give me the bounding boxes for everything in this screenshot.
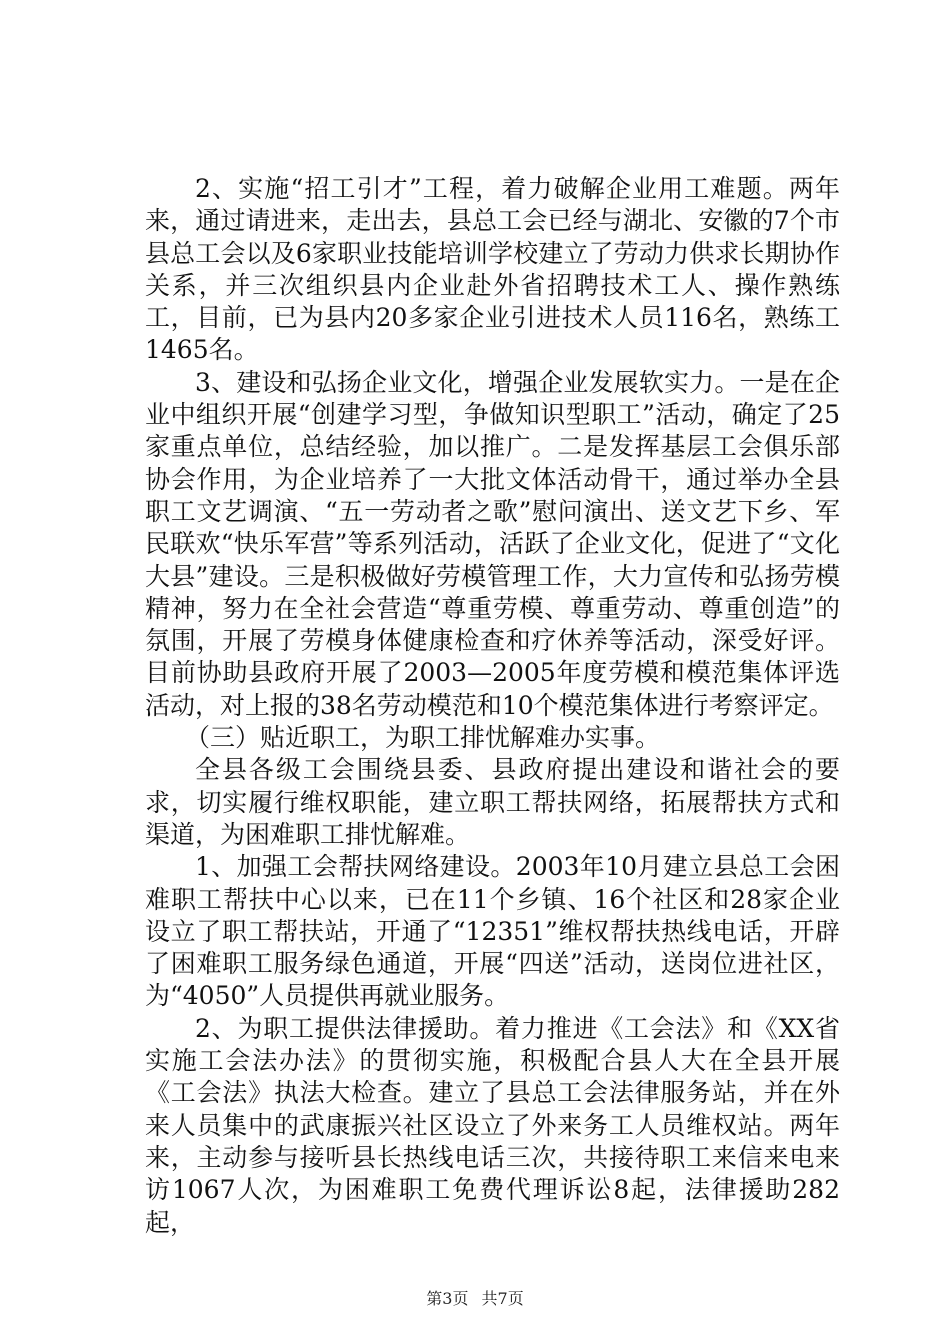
paragraph-legal-aid: 2、为职工提供法律援助。着力推进《工会法》和《XX省实施工会法办法》的贯彻实施，积极配合县人大在全县开展《工会法》执法大检查。建立了县总工会法律服务站，并在外来人员集中的武康振兴社区设立了外来务工人员维权站。两年来，主动参与接听县长热线电话三次，共接待职工来信来电来访1067人次，为困难职工免费代理诉讼8起，法律援助282起，: [145, 1013, 840, 1237]
paragraph-section-intro: 全县各级工会围绕县委、县政府提出建设和谐社会的要求，切实履行维权职能，建立职工帮扶网络，拓展帮扶方式和渠道，为困难职工排忧解难。: [145, 755, 840, 849]
page-footer: [0, 1286, 950, 1309]
paragraph-support-network: 1、加强工会帮扶网络建设。2003年10月建立县总工会困难职工帮扶中心以来，已在11个乡镇、16个社区和28家企业设立了职工帮扶站，开通了“12351”维权帮扶热线电话，开辟了困难职工服务绿色通道，开展“四送”活动，送岗位进社区，为“4050”人员提供再就业服务。: [145, 852, 840, 1011]
page-number-total: 共7页: [481, 1289, 524, 1308]
document-body: [145, 173, 840, 1239]
paragraph-enterprise-culture: 3、建设和弘扬企业文化，增强企业发展软实力。一是在企业中组织开展“创建学习型，争做知识型职工”活动，确定了25家重点单位，总结经验，加以推广。二是发挥基层工会俱乐部协会作用，为企业培养了一大批文体活动骨干，通过举办全县职工文艺调演、“五一劳动者之歌”慰问演出、送文艺下乡、军民联欢“快乐军营”等系列活动，活跃了企业文化，促进了“文化大县”建设。三是积极做好劳模管理工作，大力宣传和弘扬劳模精神，努力在全社会营造“尊重劳模、尊重劳动、尊重创造”的氛围，开展了劳模身体健康检查和疗休养等活动，深受好评。目前协助县政府开展了2003—2005年度劳模和模范集体评选活动，对上报的38名劳动模范和10个模范集体进行考察评定。: [145, 367, 840, 720]
section-heading-three: （三）贴近职工，为职工排忧解难办实事。: [185, 723, 661, 753]
paragraph-recruitment: 2、实施“招工引才”工程，着力破解企业用工难题。两年来，通过请进来，走出去，县总工会已经与湖北、安徽的7个市县总工会以及6家职业技能培训学校建立了劳动力供求长期协作关系，并三次组织县内企业赴外省招聘技术工人、操作熟练工，目前，已为县内20多家企业引进技术人员116名，熟练工1465名。: [145, 174, 840, 365]
page-number-current: 第3页: [426, 1289, 469, 1308]
